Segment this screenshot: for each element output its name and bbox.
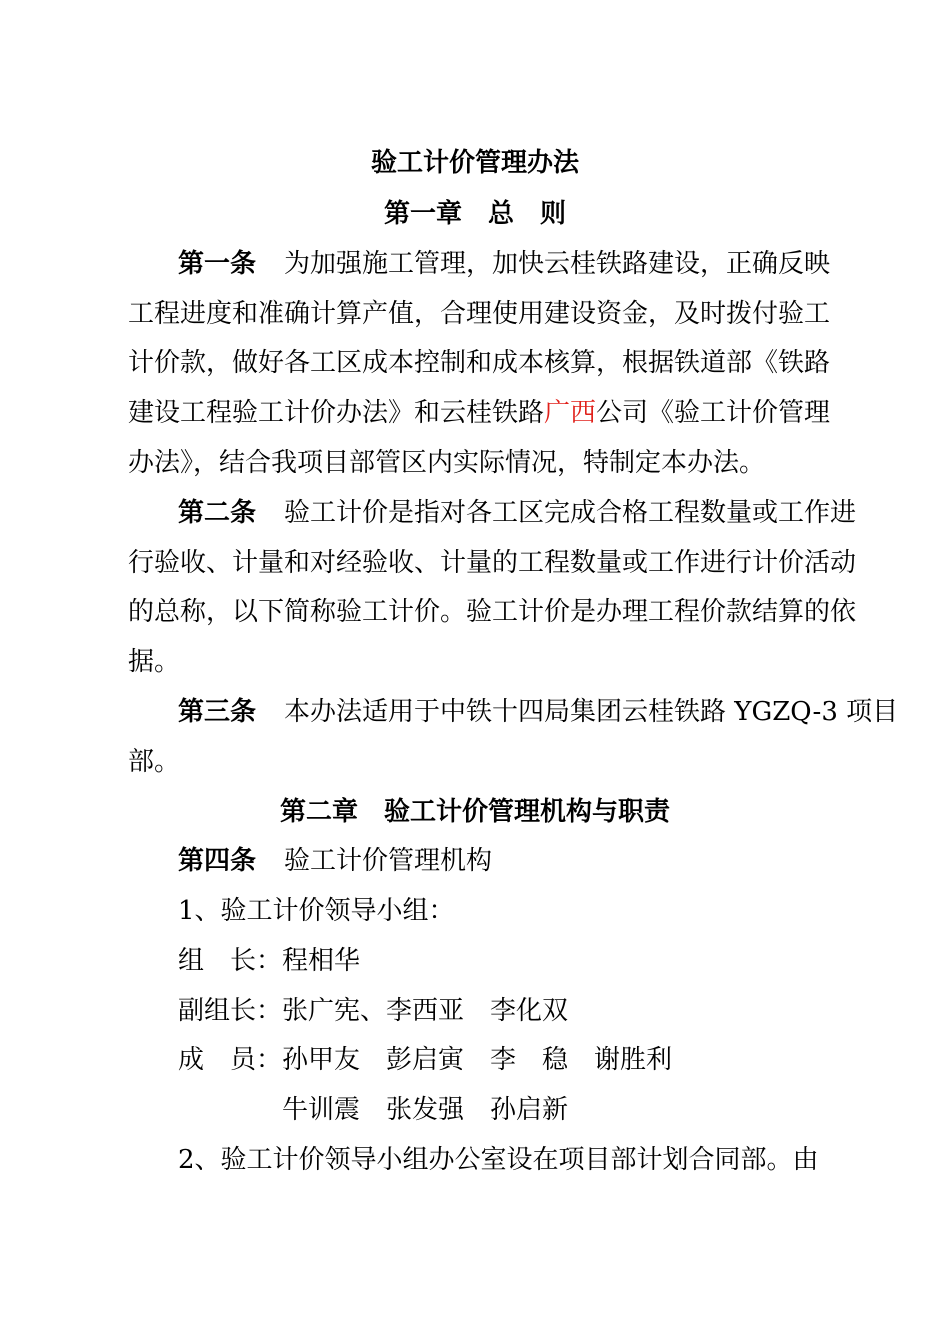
article-4-label: 第四条 bbox=[178, 846, 257, 876]
chapter-2-heading: 第二章 验工计价管理机构与职责 bbox=[279, 797, 670, 827]
leader-row bbox=[178, 944, 878, 978]
leader-label: 组 长： bbox=[178, 946, 283, 976]
article-1-line-3: 计价款，做好各工区成本控制和成本核算，根据铁道部《铁路 bbox=[128, 348, 831, 378]
article-1-text: 为加强施工管理，加快云桂铁路建设，正确反映 bbox=[284, 249, 831, 279]
deputy-row bbox=[178, 994, 878, 1028]
article-1-line-4 bbox=[128, 396, 831, 430]
article-1-line-5: 办法》，结合我项目部管区内实际情况，特制定本办法。 bbox=[128, 448, 766, 478]
article-2-line-3: 的总称，以下简称验工计价。验工计价是办理工程价款结算的依 bbox=[128, 597, 857, 627]
article-3-line-1 bbox=[178, 695, 899, 729]
members-row bbox=[178, 1043, 878, 1077]
article-3-line-2: 部。 bbox=[128, 747, 181, 777]
article-1-line-2: 工程进度和准确计算产值，合理使用建设资金，及时拨付验工 bbox=[128, 299, 831, 329]
article-2-line-2: 行验收、计量和对经验收、计量的工程数量或工作进行计价活动 bbox=[128, 548, 857, 578]
article-3-label: 第三条 bbox=[178, 697, 257, 727]
article-4-line-1 bbox=[178, 844, 878, 878]
article-2-label: 第二条 bbox=[178, 498, 257, 528]
article-2-line-4: 据。 bbox=[128, 647, 181, 677]
members-label: 成 员： bbox=[178, 1045, 283, 1075]
deputy-names: 张广宪、李西亚 李化双 bbox=[282, 996, 569, 1026]
article-2-text: 验工计价是指对各工区完成合格工程数量或工作进 bbox=[284, 498, 857, 528]
article-1-line-4-b: 公司《验工计价管理 bbox=[596, 398, 831, 428]
group-item-1: 1、验工计价领导小组： bbox=[178, 896, 455, 926]
article-1-line-4-a: 建设工程验工计价办法》和云桂铁路 bbox=[128, 398, 545, 428]
members-names-2: 牛训震 张发强 孙启新 bbox=[282, 1095, 569, 1125]
article-1-line-1 bbox=[178, 247, 878, 281]
article-4-text: 验工计价管理机构 bbox=[284, 846, 493, 876]
highlight-guangxi: 广西 bbox=[544, 398, 597, 428]
leader-name: 程相华 bbox=[282, 946, 361, 976]
group-item-2: 2、验工计价领导小组办公室设在项目部计划合同部。由 bbox=[178, 1145, 819, 1175]
chapter-1-heading: 第一章 总 则 bbox=[383, 199, 566, 229]
article-2-line-1 bbox=[178, 496, 878, 530]
article-3-text: 本办法适用于中铁十四局集团云桂铁路 YGZQ-3 项目 bbox=[284, 697, 899, 727]
deputy-label: 副组长： bbox=[178, 996, 283, 1026]
document-title: 验工计价管理办法 bbox=[370, 148, 579, 178]
article-1-label: 第一条 bbox=[178, 249, 257, 279]
members-names-1: 孙甲友 彭启寅 李 稳 谢胜利 bbox=[282, 1045, 673, 1075]
